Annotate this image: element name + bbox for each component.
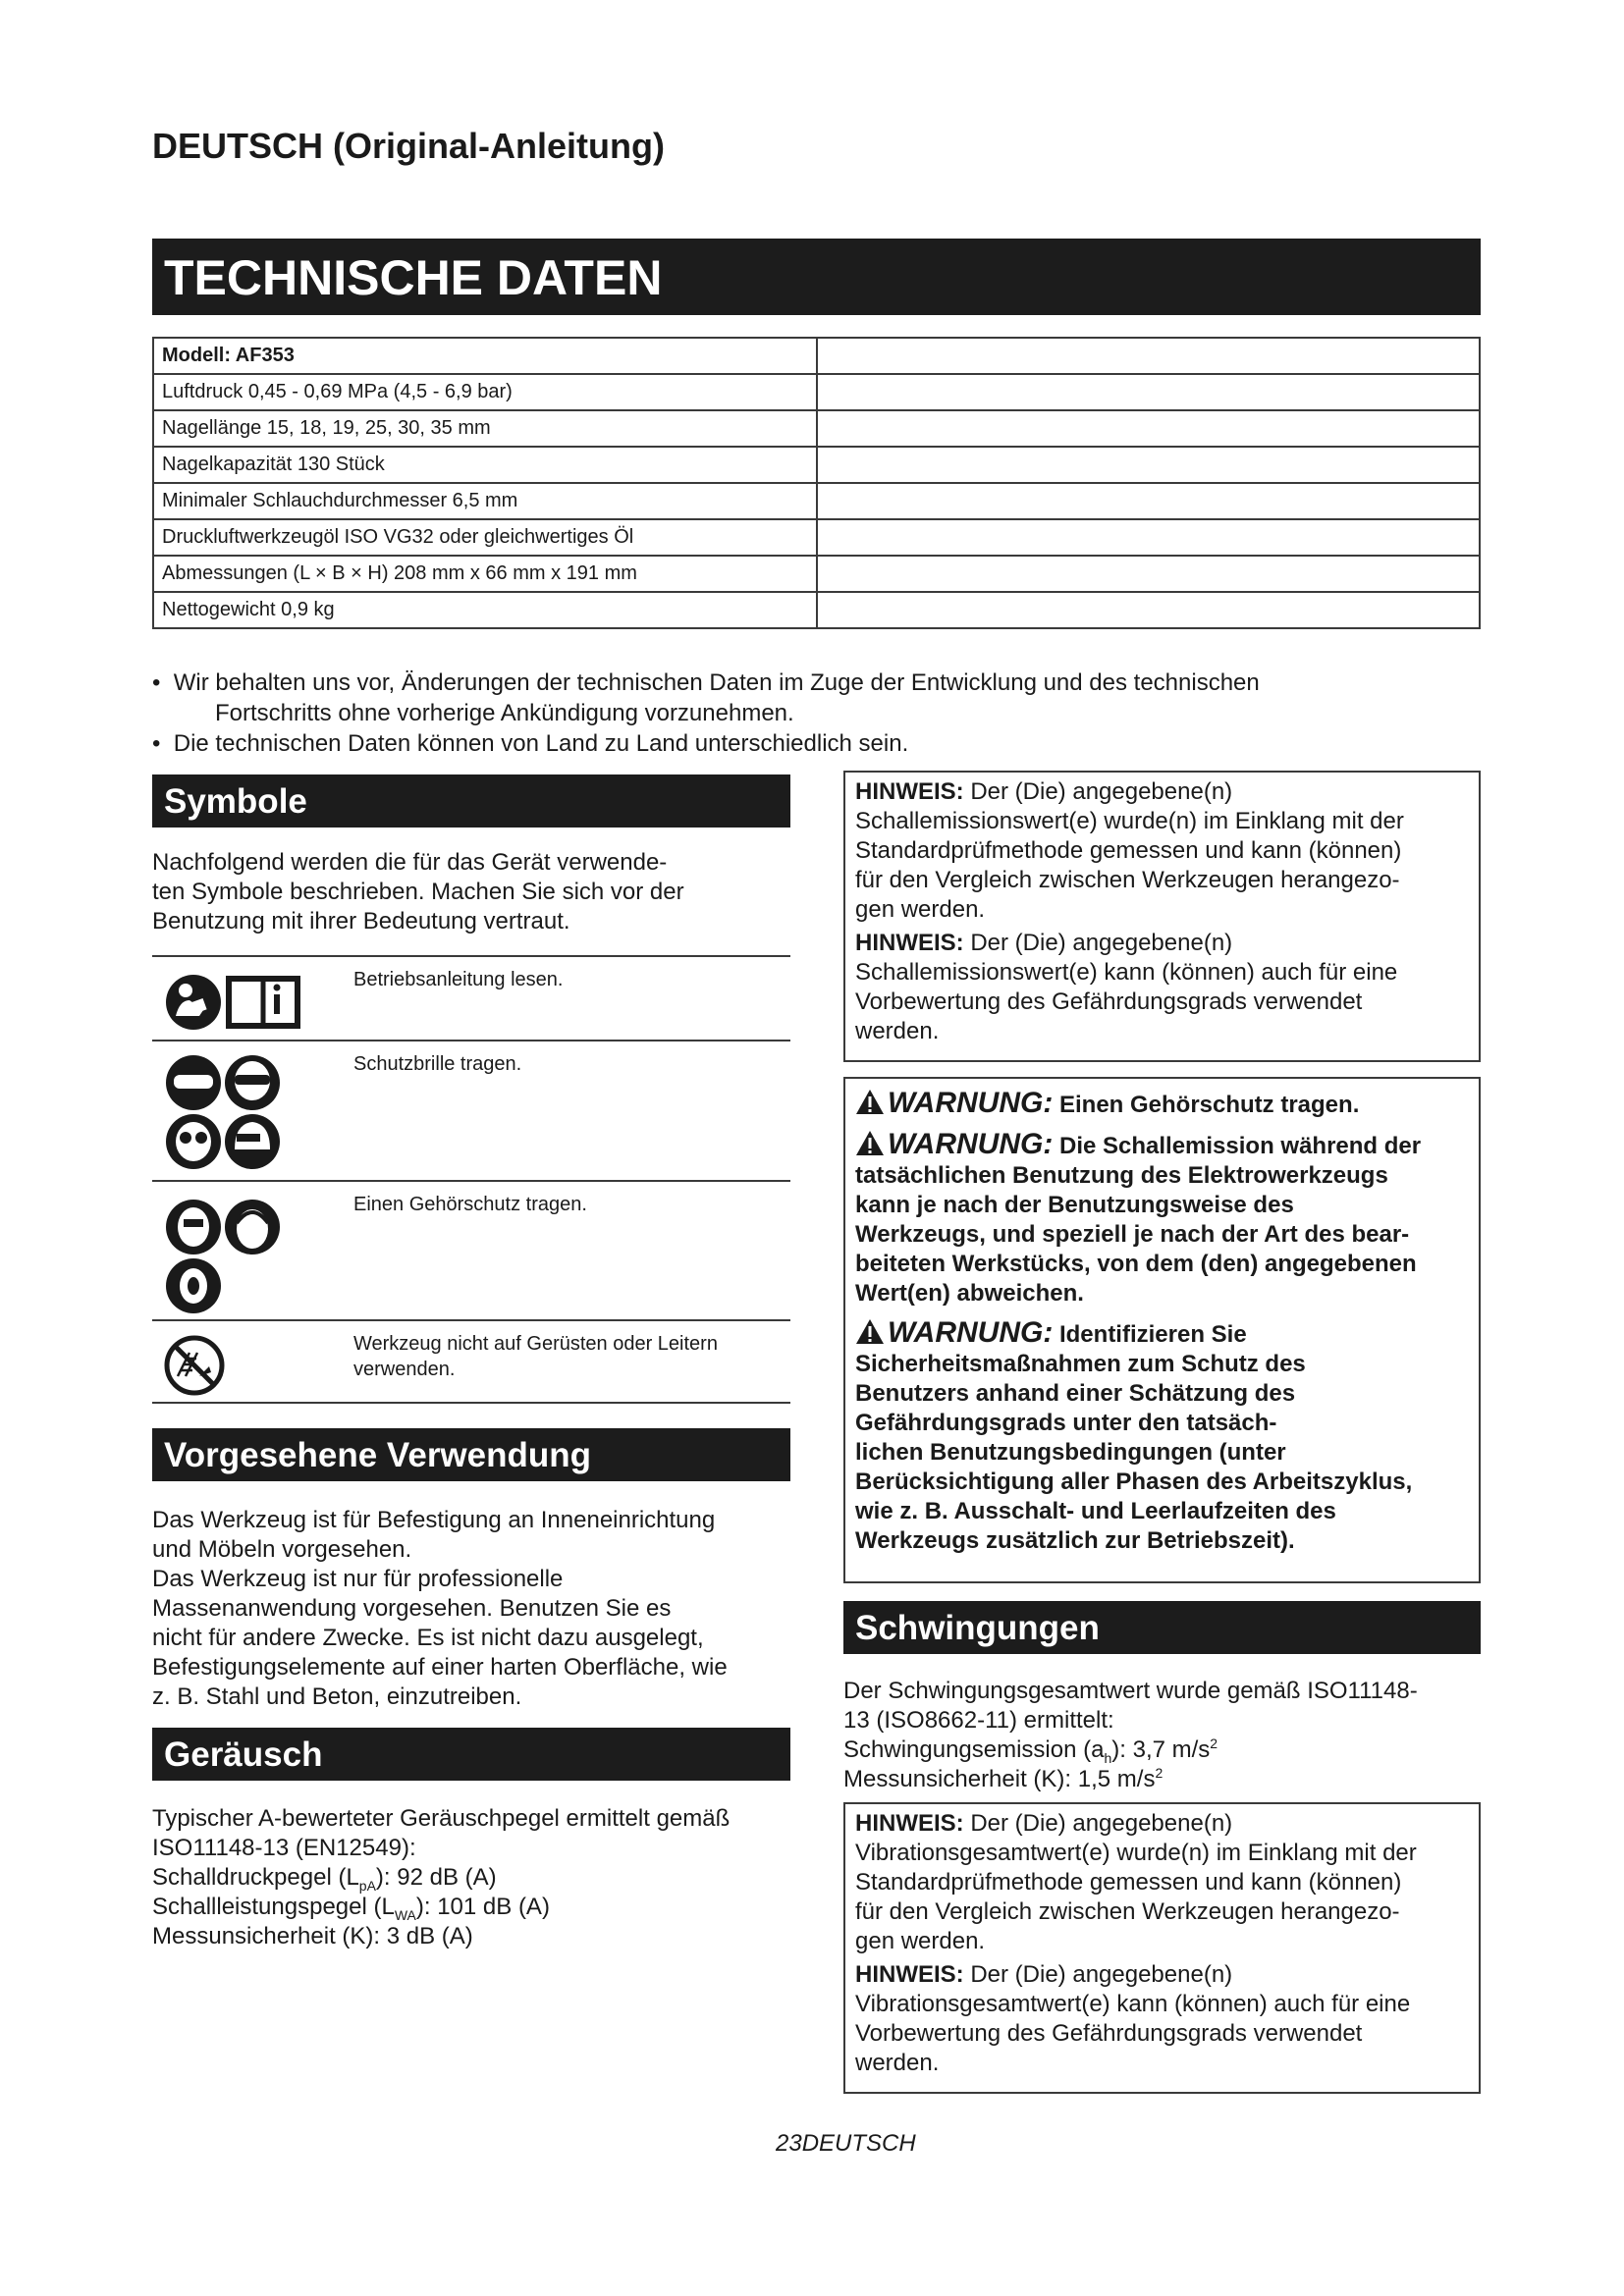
text-line: 13 (ISO8662-11) ermittelt: [843, 1707, 1114, 1734]
symbol-row-ear [152, 1180, 790, 1321]
spec-cell-empty [817, 592, 1480, 628]
symbol-description: Schutzbrille tragen. [353, 1053, 522, 1075]
bullet-icon: • [152, 669, 161, 696]
value: ): 3,7 m/s [1111, 1736, 1211, 1763]
text-line: kann je nach der Benutzungsweise des [855, 1192, 1294, 1218]
symbols-heading: Symbole [152, 774, 790, 828]
intended-use-heading: Vorgesehene Verwendung [152, 1428, 790, 1481]
symbol-description: Betriebsanleitung lesen. [353, 969, 564, 990]
language-heading: DEUTSCH (Original-Anleitung) [152, 126, 665, 166]
text-line: werden. [855, 1018, 940, 1044]
vibration-uncertainty [843, 1765, 1491, 1794]
note-2 [855, 929, 1469, 1046]
symbol-row-glasses [152, 1040, 790, 1182]
text-line: Vibrationsgesamtwert(e) kann (können) auch für eine [855, 1991, 1411, 2017]
note-1 [855, 1809, 1469, 1956]
spec-note-line: Die technischen Daten können von Land zu Land unterschiedlich sein. [173, 730, 909, 757]
warning-label: WARNUNG: [888, 1128, 1054, 1160]
vibration-heading: Schwingungen [843, 1601, 1481, 1654]
warning-label: WARNUNG: [888, 1316, 1054, 1349]
text-line: z. B. Stahl und Beton, einzutreiben. [152, 1683, 522, 1710]
page-footer: 23DEUTSCH [776, 2130, 916, 2157]
note-label: HINWEIS: [855, 1961, 964, 1988]
spec-cell: Druckluftwerkzeugöl ISO VG32 oder gleichwertiges Öl [153, 519, 817, 556]
text-line: Befestigungselemente auf einer harten Oberfläche, wie [152, 1654, 728, 1681]
text-line: Das Werkzeug ist nur für professionelle [152, 1566, 564, 1592]
text-line: werden. [855, 2050, 940, 2076]
text-line: Standardprüfmethode gemessen und kann (können) [855, 837, 1402, 864]
spec-cell: Minimaler Schlauchdurchmesser 6,5 mm [153, 483, 817, 519]
table-row [153, 592, 1480, 628]
warning-triangle-icon [855, 1089, 885, 1115]
table-row [153, 410, 1480, 447]
note-label: HINWEIS: [855, 1810, 964, 1837]
spec-cell-empty [817, 447, 1480, 483]
exponent: 2 [1210, 1735, 1218, 1751]
subscript: h [1104, 1749, 1112, 1766]
text-line: tatsächlichen Benutzung des Elektrowerkzeugs [855, 1162, 1388, 1189]
text-line: Berücksichtigung aller Phasen des Arbeitszyklus, [855, 1468, 1413, 1495]
safety-glasses-icon [162, 1051, 290, 1174]
text-line: lichen Benutzungsbedingungen (unter [855, 1439, 1286, 1466]
text-line: Benutzers anhand einer Schätzung des [855, 1380, 1296, 1407]
intended-use-text [152, 1506, 800, 1712]
noise-notes-box [843, 771, 1481, 1062]
no-ladder-icon [162, 1333, 227, 1398]
spec-cell-empty [817, 483, 1480, 519]
table-row [153, 483, 1480, 519]
spec-note-1 [152, 667, 1260, 698]
symbols-intro [152, 848, 790, 936]
noise-text [152, 1804, 800, 1951]
note-1 [855, 777, 1469, 925]
text-line: ten Symbole beschrieben. Machen Sie sich vor der [152, 879, 684, 905]
noise-uncertainty: Messunsicherheit (K): 3 dB (A) [152, 1923, 473, 1949]
spec-note-2 [152, 728, 908, 759]
spec-note-1-continued: Fortschritts ohne vorherige Ankündigung vorzunehmen. [215, 700, 794, 726]
warning-triangle-icon [855, 1318, 885, 1345]
warning-3 [855, 1318, 1469, 1556]
text-line: Benutzung mit ihrer Bedeutung vertraut. [152, 908, 570, 934]
table-row [153, 447, 1480, 483]
text-line: Der Schwingungsgesamtwert wurde gemäß ISO11148- [843, 1678, 1418, 1704]
ear-protection-icon [162, 1196, 290, 1318]
symbol-description: Einen Gehörschutz tragen. [353, 1194, 587, 1215]
text-line: für den Vergleich zwischen Werkzeugen herangezo- [855, 1898, 1400, 1925]
text-line: Sicherheitsmaßnahmen zum Schutz des [855, 1351, 1306, 1377]
sound-power-level [152, 1893, 800, 1922]
bullet-icon: • [152, 730, 161, 757]
text-line: Werkzeugs zusätzlich zur Betriebszeit). [855, 1527, 1295, 1554]
note-label: HINWEIS: [855, 778, 964, 805]
note-lead: Der (Die) angegebene(n) [963, 930, 1233, 956]
spec-cell: Luftdruck 0,45 - 0,69 MPa (4,5 - 6,9 bar) [153, 374, 817, 410]
text-line: Nachfolgend werden die für das Gerät verwende- [152, 849, 668, 876]
table-row [153, 519, 1480, 556]
text-line: Das Werkzeug ist für Befestigung an Inneneinrichtung [152, 1507, 716, 1533]
table-row [153, 374, 1480, 410]
symbol-description: Werkzeug nicht auf Gerüsten oder Leitern verwenden. [353, 1333, 718, 1380]
noise-heading: Geräusch [152, 1728, 790, 1781]
warning-1 [855, 1089, 1469, 1120]
note-label: HINWEIS: [855, 930, 964, 956]
warning-text: Einen Gehörschutz tragen. [1053, 1092, 1360, 1118]
table-row [153, 338, 1480, 374]
vibration-notes-box [843, 1802, 1481, 2094]
note-lead: Der (Die) angegebene(n) [963, 1810, 1233, 1837]
spec-cell: Nagelkapazität 130 Stück [153, 447, 817, 483]
text-line: Massenanwendung vorgesehen. Benutzen Sie es [152, 1595, 672, 1622]
text-line: nicht für andere Zwecke. Es ist nicht dazu ausgelegt, [152, 1625, 704, 1651]
warning-label: WARNUNG: [888, 1087, 1054, 1119]
label: Schalldruckpegel (L [152, 1864, 359, 1891]
text-line: und Möbeln vorgesehen. [152, 1536, 412, 1563]
spec-cell: Nettogewicht 0,9 kg [153, 592, 817, 628]
warning-text: Identifizieren Sie [1053, 1321, 1247, 1348]
technical-data-heading: TECHNISCHE DATEN [152, 239, 1481, 315]
text-line: Vorbewertung des Gefährdungsgrads verwendet [855, 2020, 1363, 2047]
subscript: WA [394, 1906, 416, 1923]
spec-cell-empty [817, 556, 1480, 592]
spec-cell-empty [817, 519, 1480, 556]
warning-2 [855, 1130, 1469, 1308]
text-line: Schallemissionswert(e) kann (können) auch für eine [855, 959, 1398, 986]
note-lead: Der (Die) angegebene(n) [963, 1961, 1233, 1988]
text-line: gen werden. [855, 1928, 986, 1954]
spec-cell: Modell: AF353 [153, 338, 817, 374]
text-line: Standardprüfmethode gemessen und kann (können) [855, 1869, 1402, 1896]
text-line: Wert(en) abweichen. [855, 1280, 1084, 1307]
text-line: für den Vergleich zwischen Werkzeugen herangezo- [855, 867, 1400, 893]
value: ): 92 dB (A) [375, 1864, 497, 1891]
text-line: Typischer A-bewerteter Geräuschpegel ermittelt gemäß [152, 1805, 731, 1832]
text-line: Schallemissionswert(e) wurde(n) im Einklang mit der [855, 808, 1404, 834]
text-line: Werkzeugs, und speziell je nach der Art des bear- [855, 1221, 1410, 1248]
manual-icon [162, 971, 309, 1032]
sound-pressure-level [152, 1863, 800, 1893]
spec-note-line: Wir behalten uns vor, Änderungen der technischen Daten im Zuge der Entwicklung und des technischen [173, 669, 1260, 696]
label: Schwingungsemission (a [843, 1736, 1105, 1763]
text-line: ISO11148-13 (EN12549): [152, 1835, 416, 1861]
text-line: Vibrationsgesamtwert(e) wurde(n) im Einklang mit der [855, 1840, 1417, 1866]
value: ): 101 dB (A) [415, 1894, 550, 1920]
spec-table [152, 337, 1481, 629]
vibration-emission [843, 1735, 1491, 1765]
text-line: wie z. B. Ausschalt- und Leerlaufzeiten des [855, 1498, 1336, 1524]
spec-cell-empty [817, 374, 1480, 410]
symbol-row-manual [152, 955, 790, 1041]
note-2 [855, 1960, 1469, 2078]
note-lead: Der (Die) angegebene(n) [963, 778, 1233, 805]
warning-text: Die Schallemission während der [1053, 1133, 1422, 1159]
spec-cell: Abmessungen (L × B × H) 208 mm x 66 mm x 191 mm [153, 556, 817, 592]
exponent: 2 [1155, 1765, 1164, 1781]
warning-triangle-icon [855, 1130, 885, 1156]
warnings-box [843, 1077, 1481, 1583]
text-line: Vorbewertung des Gefährdungsgrads verwendet [855, 988, 1363, 1015]
text-line: Gefährdungsgrads unter den tatsäch- [855, 1410, 1277, 1436]
symbol-row-ladder [152, 1319, 790, 1404]
spec-cell: Nagellänge 15, 18, 19, 25, 30, 35 mm [153, 410, 817, 447]
spec-cell-empty [817, 410, 1480, 447]
spec-cell-empty [817, 338, 1480, 374]
label: Schallleistungspegel (L [152, 1894, 395, 1920]
text-line: beiteten Werkstücks, von dem (den) angegebenen [855, 1251, 1417, 1277]
value: Messunsicherheit (K): 1,5 m/s [843, 1766, 1156, 1792]
vibration-text [843, 1677, 1491, 1794]
table-row [153, 556, 1480, 592]
text-line: gen werden. [855, 896, 986, 923]
subscript: pA [358, 1877, 376, 1894]
